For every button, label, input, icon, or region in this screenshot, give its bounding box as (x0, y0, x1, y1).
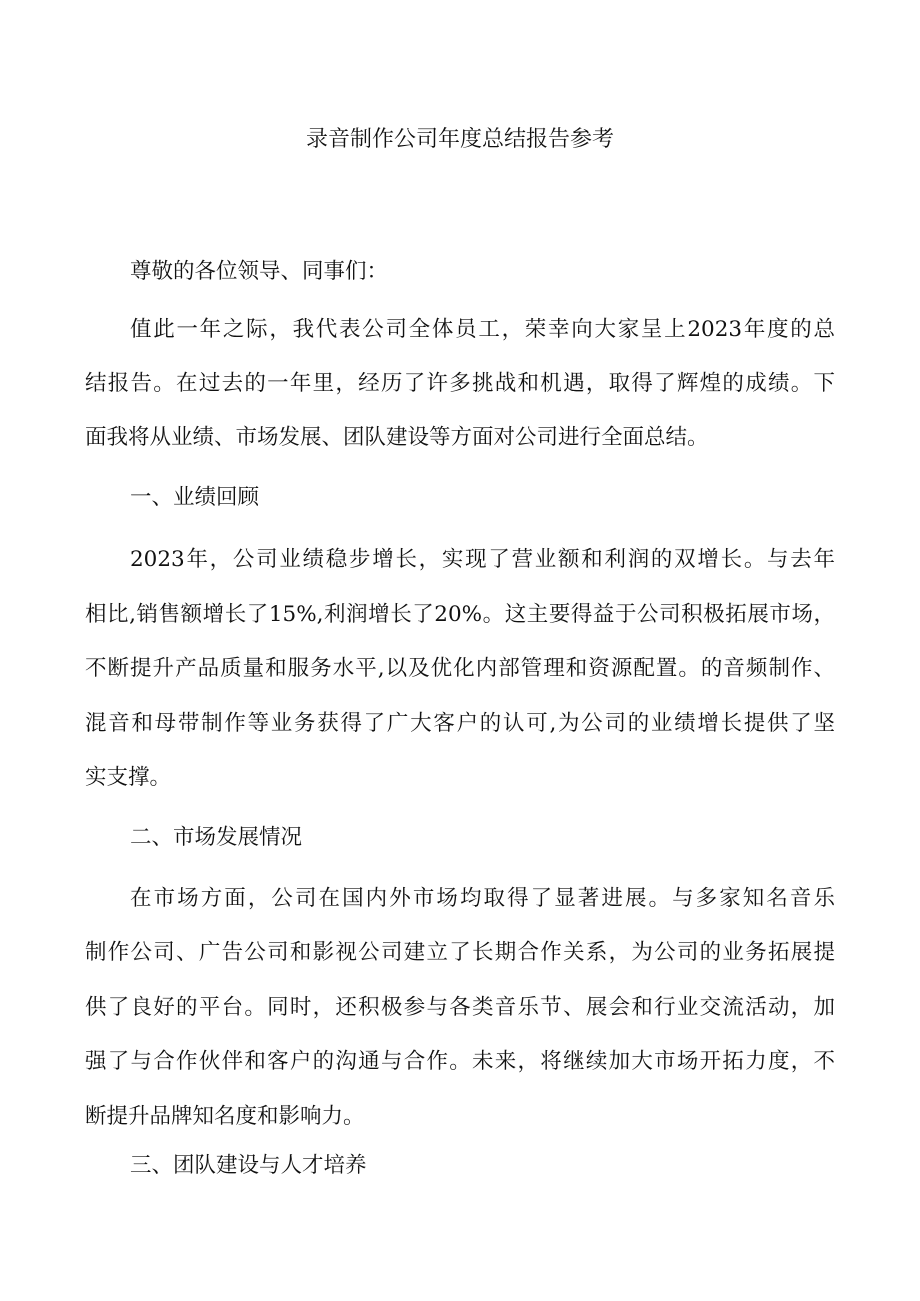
section1-line-3: 不断提升产品质量和服务水平,以及优化内部管理和资源配置。的音频制作、 (85, 656, 835, 681)
section1-line-2: 相比,销售额增长了15%,利润增长了20%。这主要得益于公司积极拓展市场， (85, 602, 835, 627)
section2-line-5: 断提升品牌知名度和影响力。 (85, 1104, 365, 1129)
intro-line-2: 结报告。在过去的一年里，经历了许多挑战和机遇，取得了辉煌的成绩。下 (85, 371, 835, 396)
section1-line-4: 混音和母带制作等业务获得了广大客户的认可,为公司的业绩增长提供了坚 (85, 711, 835, 736)
section2-line-1: 在市场方面，公司在国内外市场均取得了显著进展。与多家知名音乐 (130, 886, 835, 911)
document-title: 录音制作公司年度总结报告参考 (305, 127, 614, 152)
intro-line-3: 面我将从业绩、市场发展、团队建设等方面对公司进行全面总结。 (85, 425, 709, 450)
section1-line-5: 实支撑。 (85, 765, 172, 790)
section1-heading: 一、业绩回顾 (130, 485, 260, 510)
section2-heading: 二、市场发展情况 (130, 825, 303, 850)
intro-line-1: 值此一年之际，我代表公司全体员工，荣幸向大家呈上2023年度的总 (130, 317, 835, 342)
section1-line-1: 2023年，公司业绩稳步增长，实现了营业额和利润的双增长。与去年 (130, 547, 835, 572)
salutation: 尊敬的各位领导、同事们： (130, 259, 389, 284)
section3-heading: 三、团队建设与人才培养 (130, 1153, 367, 1178)
section2-line-2: 制作公司、广告公司和影视公司建立了长期合作关系，为公司的业务拓展提 (85, 940, 835, 965)
section2-line-3: 供了良好的平台。同时，还积极参与各类音乐节、展会和行业交流活动，加 (85, 995, 835, 1020)
section2-line-4: 强了与合作伙伴和客户的沟通与合作。未来，将继续加大市场开拓力度，不 (85, 1049, 835, 1074)
